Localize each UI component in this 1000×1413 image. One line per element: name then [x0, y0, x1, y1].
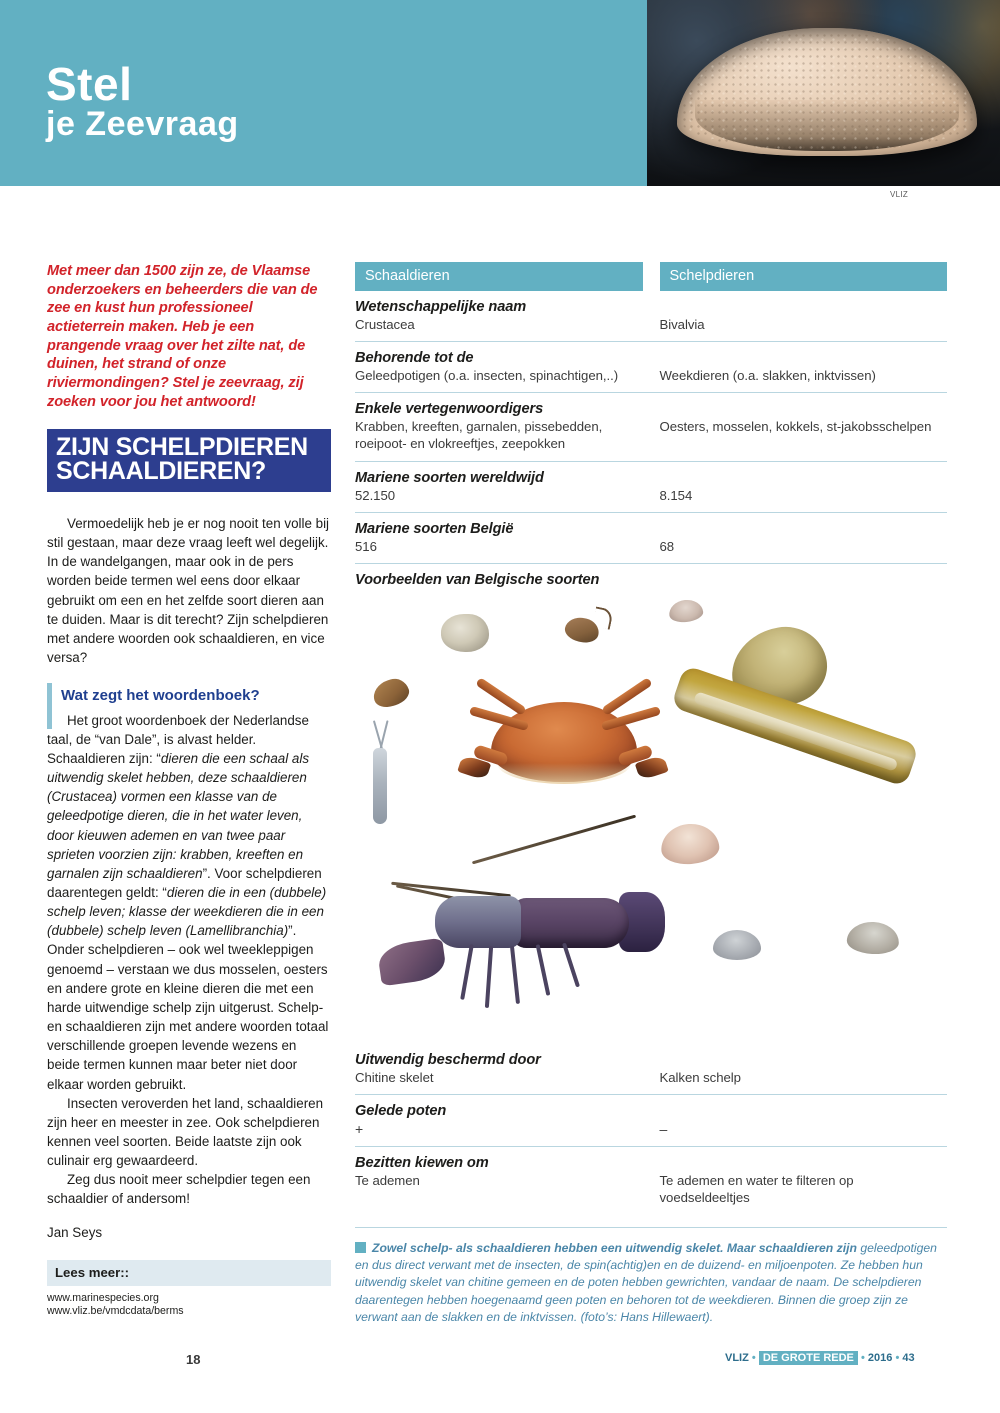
small-bivalve-photo-top [668, 598, 704, 623]
row-cell-col1: Chitine skelet [355, 1069, 434, 1085]
row-cell-col1: 52.150 [355, 487, 396, 503]
row-cell-col1: Te ademen [355, 1173, 420, 1189]
caption-lead: Zowel schelp- als schaaldieren hebben een uitwendig skelet. Maar schaaldieren zijn [372, 1240, 857, 1255]
lobster-leg [460, 944, 474, 1000]
quote-intro-b: ”. Voor schelpdieren daarentegen geldt: “ [47, 865, 322, 900]
article-title-line2: SCHAALDIEREN? [56, 456, 266, 485]
row-cell-col1: Geleedpotigen (o.a. insecten, spinachtigen,..) [355, 368, 619, 384]
shrimp-antenna-right [379, 720, 388, 750]
footer-separator-1: • [751, 1352, 756, 1364]
table-row [355, 291, 947, 342]
page-footer [725, 1352, 915, 1364]
footer-separator-3: • [895, 1352, 900, 1364]
row-cell-col2: Weekdieren (o.a. slakken, inktvissen) [659, 368, 876, 384]
subheading-label: Wat zegt het woordenboek? [61, 687, 260, 705]
author-byline: Jan Seys [47, 1224, 103, 1240]
small-bivalve-photo-left [660, 822, 721, 866]
article-title-line1: ZIJN SCHELPDIEREN [56, 433, 308, 462]
body-paragraph-4: Zeg dus nooit meer schelpdier tegen een schaaldier of andersom! [47, 1172, 311, 1207]
figure-caption [355, 1227, 947, 1327]
table-header-molluscs: Schelpdieren [660, 262, 948, 291]
row-label: Gelede poten [355, 1103, 447, 1120]
page-title [46, 58, 239, 143]
table-row [355, 462, 947, 513]
body-paragraph-2 [47, 711, 331, 1094]
read-more-heading: Lees meer:: [47, 1260, 331, 1286]
row-label: Behorende tot de [355, 350, 474, 367]
row-cell-col1: 516 [355, 538, 377, 554]
row-label: Uitwendig beschermd door [355, 1051, 541, 1068]
shrimp-photo [361, 720, 401, 840]
article-body [47, 514, 331, 1209]
read-more-link-1[interactable]: www.marinespecies.org [47, 1291, 159, 1304]
page-header-banner [0, 0, 1000, 186]
shrimp-body [373, 748, 387, 824]
row-cell-col2: Oesters, mosselen, kokkels, st-jakobsschelpen [659, 419, 932, 435]
subheading-accent-bar [47, 683, 52, 729]
row-label: Voorbeelden van Belgische soorten [355, 571, 600, 588]
table-row [355, 342, 947, 393]
row-cell-col2: – [659, 1121, 668, 1138]
read-more-links [47, 1292, 331, 1318]
article-title-box [47, 429, 331, 492]
lobster-abdomen [511, 898, 629, 948]
lobster-leg [562, 942, 580, 987]
lobster-cephalothorax [435, 896, 521, 948]
amphipod-photo-left [370, 675, 412, 711]
footer-year: 2016 [867, 1352, 893, 1364]
lobster-leg [485, 946, 493, 1008]
row-label: Wetenschappelijke naam [355, 299, 527, 315]
photo-credit: VLIZ [890, 190, 909, 199]
table-header-crustaceans: Schaaldieren [355, 262, 643, 291]
row-cell-col1: Crustacea [355, 317, 415, 332]
quote-intro-c: ”. Onder schelpdieren – ook wel tweekleppigen genoemd – verstaan we dus mosselen, oesters en andere grote en kleine dieren die met een harde uitwendige schelp zijn uitgerust. Schelp- en schaaldieren zijn met andere woorden totaal verschillende groepen levende wezens en beide termen kunnen maar beter niet door elkaar worden gebruikt. [47, 923, 329, 1092]
header-shell-photo [647, 0, 1000, 186]
footer-publication: DE GROTE REDE [759, 1351, 858, 1365]
lobster-leg [510, 946, 520, 1004]
row-cell-col2: 8.154 [659, 487, 693, 503]
caption-bullet-icon [355, 1242, 366, 1253]
page-number: 18 [186, 1352, 201, 1367]
table-row [355, 1147, 947, 1214]
body-paragraph-3: Insecten veroverden het land, schaaldieren zijn heer en meester in zee. Ook schelpdieren kennen veel soorten. Beide laatste zijn ook culinair erg gewaardeerd. [47, 1095, 324, 1169]
table-row-photo-examples [355, 564, 947, 1044]
quote-intro-a: Het groot woordenboek der Nederlandse taal, de “van Dale”, is alvast helder. Schaaldieren zijn: “ [47, 712, 309, 766]
row-label: Enkele vertegenwoordigers [355, 401, 544, 418]
row-label: Bezitten kiewen om [355, 1155, 489, 1172]
page-title-line1: Stel [46, 58, 133, 110]
table-header-row [355, 262, 947, 291]
row-cell-col2: Kalken schelp [659, 1069, 741, 1085]
vandale-quote-1: dieren die een schaal als uitwendig skelet hebben, deze schaaldieren (Crustacea) vormen een klasse van de geleedpotige dieren, die in het water leven, door kieuwen ademen en van twee paar sprieten voorzien zijn: krabben, kreeften en garnalen zijn schaaldieren [47, 750, 310, 881]
row-cell-col2: Bivalvia [659, 317, 705, 332]
lobster-photo [373, 830, 673, 1026]
footer-org: VLIZ [725, 1352, 749, 1364]
section-subheading [47, 685, 331, 706]
row-cell-col1: Krabben, kreeften, garnalen, pissebedden, roeipoot- en vlokreeftjes, zeepokken [355, 419, 603, 452]
footer-separator-2: • [860, 1352, 865, 1364]
lobster-antenna-upper [472, 815, 636, 865]
copepod-photo-top [563, 615, 601, 646]
caption-rest: geleedpotigen en dus direct verwant met de insecten, de spin(achtig)en en de duizend- en miljoenpoten. Ze hebben hun uitwendig skelet van chitine gemeen en de poten hebben gewrichten, vandaar de naam. De schelpdieren daarentegen hebben hoegenaamd geen poten en behoren tot de weekdieren. Binnen die groep zijn ze verwant aan de slakken en de inktvissen. (foto’s: Hans Hillewaert). [355, 1240, 937, 1324]
small-bivalve-photo-bottom-right [846, 921, 900, 956]
comparison-table [355, 262, 947, 1326]
row-label: Mariene soorten België [355, 520, 514, 537]
footer-issue: 43 [902, 1352, 915, 1364]
lobster-claw [377, 938, 448, 987]
row-cell-col2: Te ademen en water te filteren op voedseldeeltjes [659, 1173, 854, 1206]
read-more-link-2[interactable]: www.vliz.be/vmdcdata/berms [47, 1304, 184, 1317]
crab-photo [465, 674, 663, 812]
table-row [355, 393, 947, 461]
table-row [355, 1044, 947, 1095]
lobster-leg [536, 944, 551, 996]
intro-paragraph: Met meer dan 1500 zijn ze, de Vlaamse onderzoekers en beheerders die van de zee en kust hun professioneel actieterrein maken. Heb je een prangende vraag over het zilte nat, de duinen, het strand of onze riviermondingen? Stel je zeevraag, zij zoeken voor jou het antwoord! [47, 263, 318, 410]
page-title-line2: je Zeevraag [46, 104, 239, 143]
small-bivalve-photo-bottom-left [713, 930, 761, 960]
vandale-quote-2: dieren die in een (dubbele) schelp leven; klasse der weekdieren die in een (dubbele) schelp leven (Lamellibranchia) [47, 884, 327, 939]
row-label: Mariene soorten wereldwijd [355, 469, 544, 486]
row-cell-col1: + [355, 1121, 364, 1138]
species-photo-collage [355, 592, 947, 1036]
body-paragraph-1: Vermoedelijk heb je er nog nooit ten volle bij stil gestaan, maar deze vraag leeft wel degelijk. In de wandelgangen, maar ook in de pers worden beide termen wel eens door elkaar gebruikt om een en het zelfde soort dieren aan te duiden. Maar is dit terecht? Zijn schelpdieren met andere woorden ook schaaldieren, en vice versa? [47, 515, 330, 665]
left-column [47, 262, 331, 1318]
table-row [355, 1095, 947, 1147]
barnacle-photo [441, 614, 489, 652]
table-row [355, 513, 947, 564]
row-cell-col2: 68 [659, 538, 675, 554]
